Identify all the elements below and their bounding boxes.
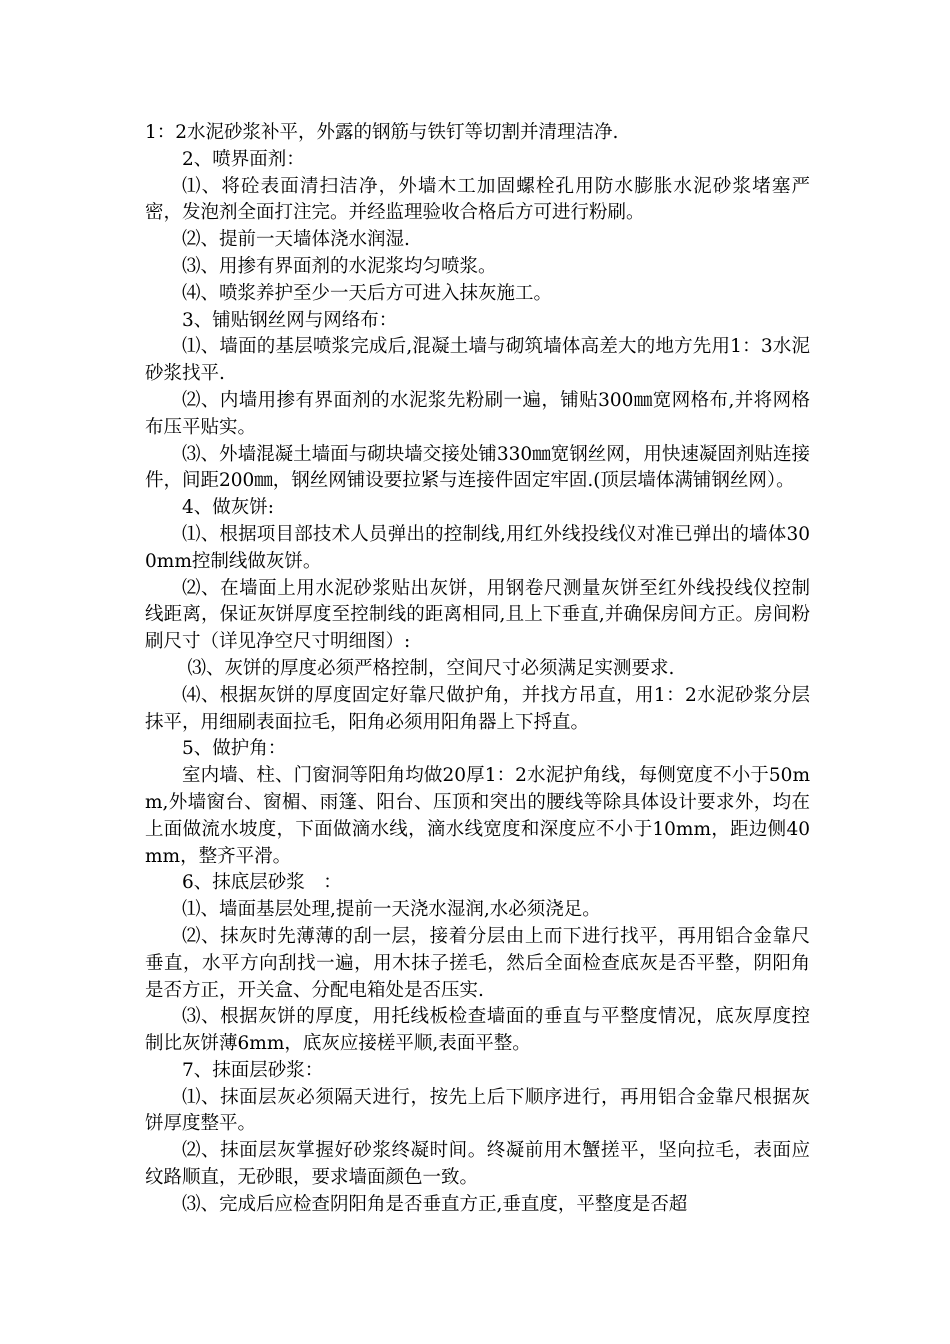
paragraph: ⑵、在墙面上用水泥砂浆贴出灰饼，用钢卷尺测量灰饼至红外线投线仪控制线距离，保证灰饼厚度至控制线的距离相同,且上下垂直,并确保房间方正。房间粉刷尺寸（详见净空尺寸明细图）: — [145, 577, 810, 653]
paragraph: ⑵、提前一天墙体浇水润湿. — [182, 229, 410, 251]
paragraph: 6、抹底层砂浆 ： — [182, 872, 342, 894]
paragraph: ⑴、抹面层灰必须隔天进行，按先上后下顺序进行，再用铝合金靠尺根据灰饼厚度整平。 — [145, 1086, 810, 1135]
paragraph: 5、做护角： — [182, 738, 287, 760]
paragraph: ⑴、墙面基层处理,提前一天浇水湿润,水必须浇足。 — [182, 899, 601, 921]
paragraph: ⑷、根据灰饼的厚度固定好靠尺做护角，并找方吊直，用1：2水泥砂浆分层抹平，用细刷表面拉毛，阳角必须用阳角器上下捋直。 — [145, 684, 810, 733]
paragraph: ⑶、根据灰饼的厚度，用托线板检查墙面的垂直与平整度情况，底灰厚度控制比灰饼薄6mm，底灰应接槎平顺,表面平整。 — [145, 1006, 810, 1055]
paragraph: ⑷、喷浆养护至少一天后方可进入抹灰施工。 — [182, 282, 553, 304]
paragraph: ⑶、灰饼的厚度必须严格控制，空间尺寸必须满足实测要求. — [187, 657, 675, 679]
paragraph: ⑵、内墙用掺有界面剂的水泥浆先粉刷一遍，铺贴300㎜宽网格布,并将网格布压平贴实。 — [145, 389, 810, 438]
paragraph: 1：2水泥砂浆补平，外露的钢筋与铁钉等切割并清理洁净. — [145, 122, 619, 143]
paragraph: ⑴、将砼表面清扫洁净，外墙木工加固螺栓孔用防水膨胀水泥砂浆堵塞严密，发泡剂全面打注完。并经监理验收合格后方可进行粉刷。 — [145, 175, 810, 224]
paragraph: 7、抹面层砂浆： — [182, 1059, 324, 1081]
paragraph: 室内墙、柱、门窗洞等阳角均做20厚1：2水泥护角线，每侧宽度不小于50mm,外墙窗台、窗楣、雨篷、阳台、压顶和突出的腰线等除具体设计要求外，均在上面做流水坡度，下面做滴水线，滴水线宽度和深度应不小于10mm，距边侧40mm，整齐平滑。 — [145, 765, 810, 867]
paragraph: ⑵、抹灰时先薄薄的刮一层，接着分层由上而下进行找平，再用铝合金靠尺垂直，水平方向刮找一遍，用木抹子搓毛，然后全面检查底灰是否平整，阴阳角是否方正，开关盒、分配电箱处是否压实. — [145, 925, 810, 1001]
paragraph: ⑴、根据项目部技术人员弹出的控制线,用红外线投线仪对准已弹出的墙体300mm控制线做灰饼。 — [145, 523, 810, 572]
paragraph: 2、喷界面剂： — [182, 148, 305, 170]
paragraph: 4、做灰饼: — [182, 497, 275, 519]
paragraph: ⑶、用掺有界面剂的水泥浆均匀喷浆。 — [182, 255, 497, 277]
paragraph: ⑶、外墙混凝土墙面与砌块墙交接处铺330㎜宽钢丝网，用快速凝固剂贴连接件，间距200㎜，钢丝网铺设要拉紧与连接件固定牢固.(顶层墙体满铺钢丝网）。 — [145, 443, 810, 492]
paragraph: ⑵、抹面层灰掌握好砂浆终凝时间。终凝前用木蟹搓平，坚向拉毛，表面应纹路顺直，无砂眼，要求墙面颜色一致。 — [145, 1140, 810, 1189]
paragraph: ⑴、墙面的基层喷浆完成后,混凝土墙与砌筑墙体高差大的地方先用1：3水泥砂浆找平. — [145, 336, 810, 385]
paragraph: ⑶、完成后应检查阴阳角是否垂直方正,垂直度，平整度是否超 — [182, 1193, 688, 1215]
document-body — [145, 120, 810, 1219]
paragraph: 3、铺贴钢丝网与网络布： — [182, 309, 398, 331]
